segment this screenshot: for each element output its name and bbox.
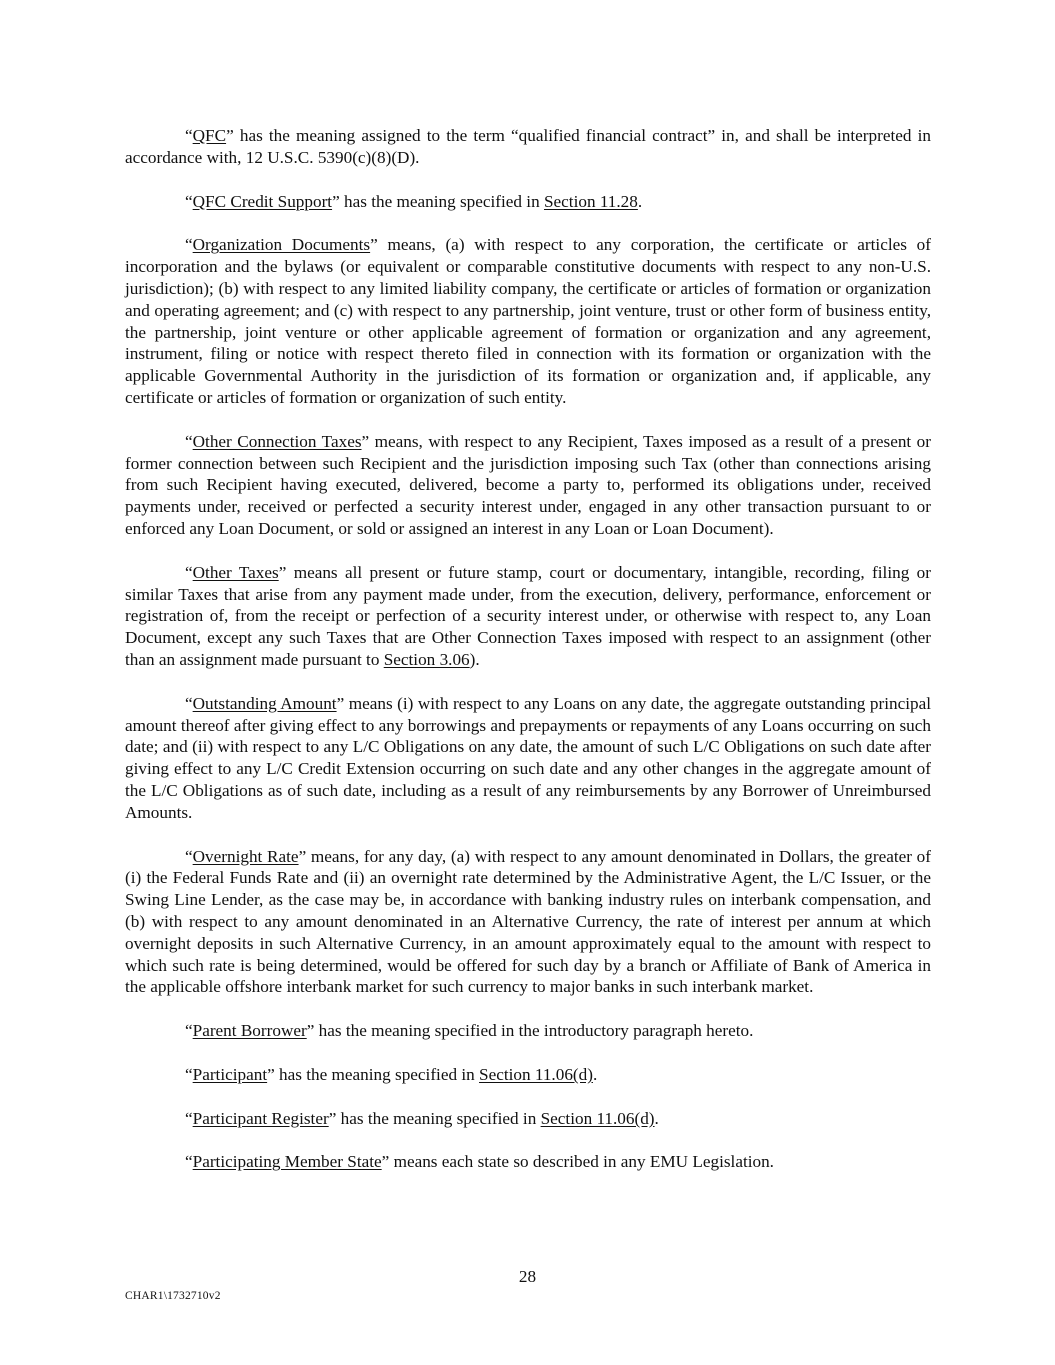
definition-qfc — [125, 125, 931, 169]
section-reference: Section 11.28 — [543, 191, 638, 211]
definition-text: ” means (i) with respect to any Loans on any date, the aggregate outstanding principal amount thereof after giving effect to any borrowings and prepayments or repayments of any Loans occurring on such date; and (ii) with respect to any L/C Obligations on any date, the amount of such L/C Obligations on such date after giving effect to any L/C Credit Extension occurring on such date and any other changes in the aggregate amount of the L/C Obligations as of such date, including as a result of any reimbursements by any Borrower of Unreimbursed Amounts. — [125, 693, 931, 822]
definition-text: ” has the meaning specified in the introductory paragraph hereto. — [306, 1021, 754, 1041]
defined-term: QFC — [192, 126, 227, 145]
open-quote: “ — [185, 693, 193, 713]
open-quote: “ — [185, 235, 193, 255]
document-id: CHAR1\1732710v2 — [125, 1290, 221, 1302]
definition-organization-documents — [125, 234, 931, 408]
open-quote: “ — [185, 1021, 193, 1041]
open-quote: “ — [185, 1064, 193, 1084]
open-quote: “ — [185, 1108, 193, 1128]
defined-term: Other Taxes — [192, 562, 279, 582]
definition-other-connection-taxes — [125, 431, 931, 540]
definition-text: ” has the meaning specified in — [328, 1108, 541, 1128]
open-quote: “ — [185, 126, 193, 145]
definition-qfc-credit-support — [125, 191, 931, 213]
definition-text: ” means all present or future stamp, court or documentary, intangible, recording, filing or similar Taxes that arise from any payment made under, from the execution, delivery, performance, enforcement or registration of, from the receipt or perfection of a security interest under, or otherwise with respect to, any Loan Document, except any such Taxes that are Other Connection Taxes imposed with respect to an assignment (other than an assignment made pursuant to — [125, 562, 931, 669]
section-reference: Section 11.06(d) — [479, 1064, 593, 1084]
definition-end: . — [637, 191, 643, 211]
open-quote: “ — [185, 431, 193, 451]
defined-term: Overnight Rate — [192, 846, 299, 866]
open-quote: “ — [185, 1152, 193, 1172]
definition-text: ” means each state so described in any EMU Legislation. — [381, 1152, 774, 1172]
definition-overnight-rate — [125, 846, 931, 999]
defined-term: Organization Documents — [192, 235, 371, 255]
definition-text: ” has the meaning assigned to the term “qualified financial contract” in, and shall be interpreted in accordance with, 12 U.S.C. 5390(c)(8)(D). — [125, 126, 931, 167]
section-reference: Section 11.06(d) — [540, 1108, 655, 1128]
definition-participant — [125, 1064, 931, 1086]
definition-text: ” means, for any day, (a) with respect to any amount denominated in Dollars, the greater of (i) the Federal Funds Rate and (ii) an overnight rate determined by the Administrative Agent, the L/C Issuer, or the Swing Line Lender, as the case may be, in accordance with banking industry rules on interbank compensation, and (b) with respect to any amount denominated in an Alternative Currency, the rate of interest per annum at which overnight deposits in such Alternative Currency, in an amount approximately equal to the amount with respect to which such rate is being determined, would be offered for such day by a branch or Affiliate of Bank of America in the applicable offshore interbank market for such currency to major banks in such interbank market. — [125, 846, 932, 997]
definition-end: . — [592, 1064, 598, 1084]
defined-term: Participating Member State — [192, 1152, 382, 1172]
document-page — [125, 125, 931, 1195]
section-reference: Section 3.06 — [383, 649, 470, 669]
defined-term: Participant Register — [192, 1108, 329, 1128]
definition-end: ). — [469, 649, 480, 669]
definition-end: . — [654, 1108, 659, 1128]
definition-parent-borrower — [125, 1020, 931, 1042]
definition-text: ” means, with respect to any Recipient, Taxes imposed as a result of a present or former connection between such Recipient and the jurisdiction imposing such Tax (other than connections arising from such Recipient having executed, delivered, become a party to, performed its obligations under, received payments under, received or perfected a security interest under, engaged in any other transaction pursuant to or enforced any Loan Document, or sold or assigned an interest in any Loan or Loan Document). — [125, 431, 931, 538]
open-quote: “ — [185, 846, 193, 866]
defined-term: QFC Credit Support — [192, 191, 333, 211]
definition-text: ” means, (a) with respect to any corporation, the certificate or articles of incorporation and the bylaws (or equivalent or comparable constitutive documents with respect to any non-U.S. jurisdiction); (b) with respect to any limited liability company, the certificate or articles of formation or organization and operating agreement; and (c) with respect to any partnership, joint venture, trust or other form of business entity, the partnership, joint venture or other applicable agreement of formation or organization and any agreement, instrument, filing or notice with respect thereto filed in connection with its formation or organization with the applicable Governmental Authority in the jurisdiction of its formation or organization and, if applicable, any certificate or articles of formation or organization of such entity. — [125, 235, 931, 407]
defined-term: Other Connection Taxes — [192, 431, 362, 451]
definition-participant-register — [125, 1108, 931, 1130]
defined-term: Parent Borrower — [192, 1021, 307, 1041]
definition-text: ” has the meaning specified in — [332, 191, 544, 211]
definition-other-taxes — [125, 562, 931, 671]
open-quote: “ — [185, 562, 193, 582]
definition-text: ” has the meaning specified in — [267, 1064, 480, 1084]
defined-term: Outstanding Amount — [192, 693, 337, 713]
page-number: 28 — [518, 1267, 537, 1286]
definition-participating-member-state — [125, 1151, 931, 1173]
open-quote: “ — [185, 191, 193, 211]
definition-outstanding-amount — [125, 693, 931, 824]
defined-term: Participant — [192, 1064, 268, 1084]
